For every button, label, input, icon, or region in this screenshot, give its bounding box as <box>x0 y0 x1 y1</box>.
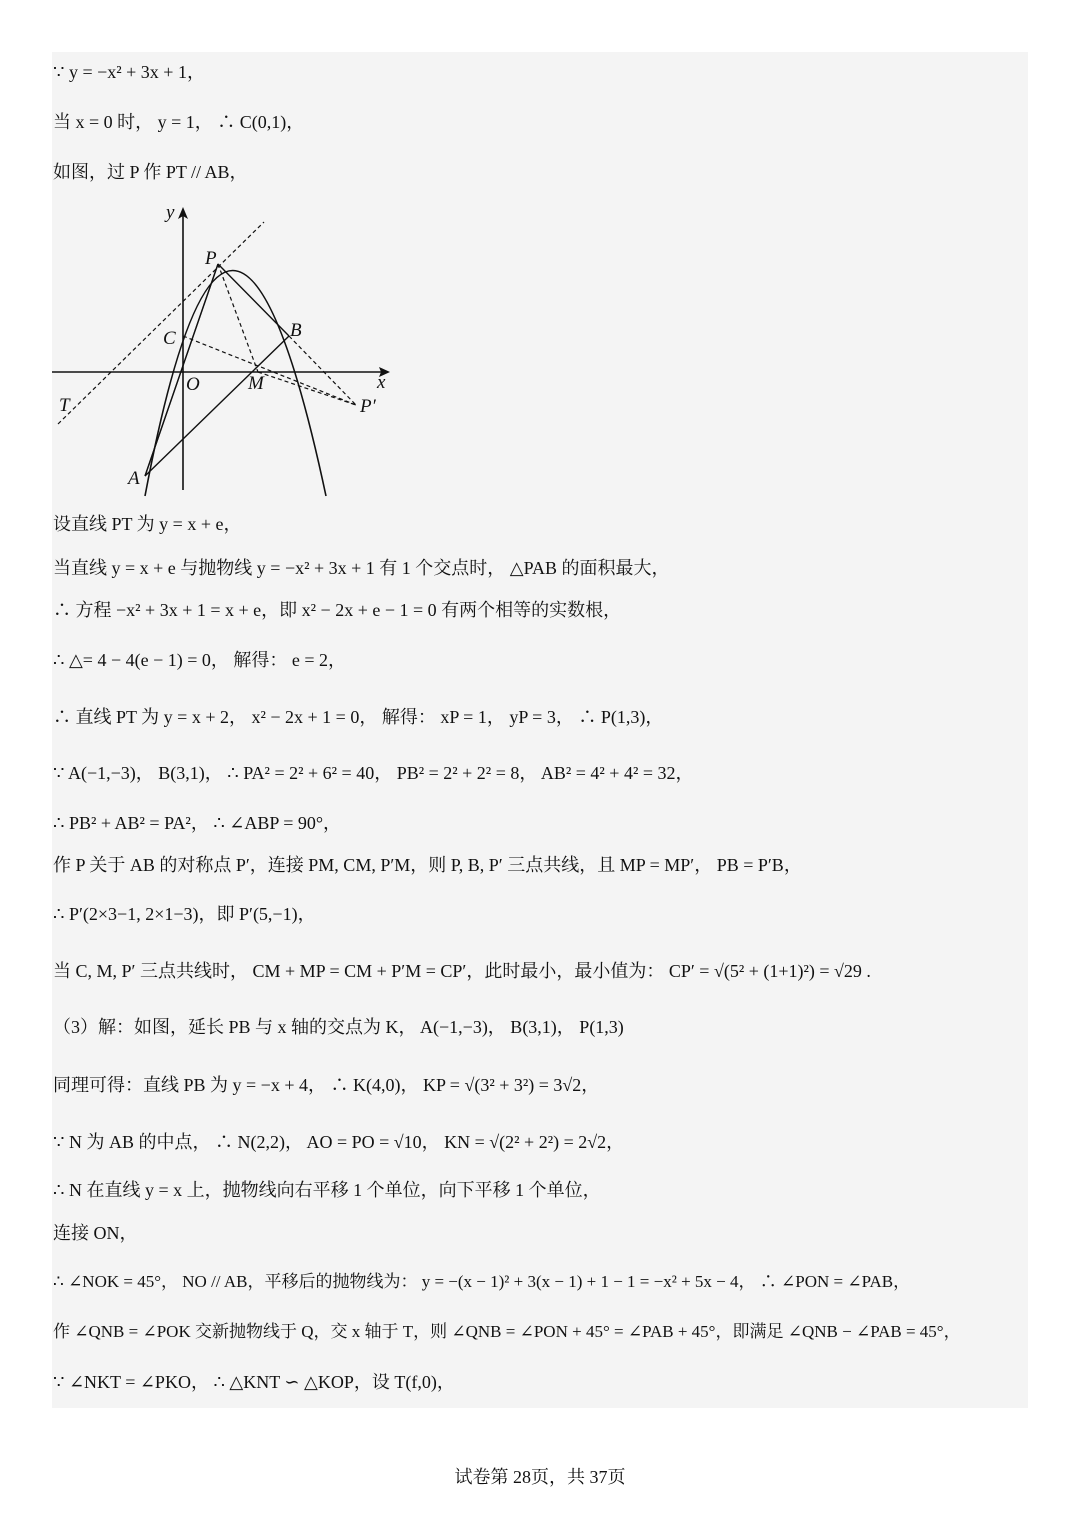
page-footer: 试卷第 28页，共 37页 <box>454 1467 626 1487</box>
text-line-1: ∵ y = −x² + 3x + 1， <box>53 62 205 82</box>
text-line-2: 当 x = 0 时， y = 1， ∴ C(0,1)， <box>53 112 305 132</box>
text-line-8: ∴ 直线 PT 为 y = x + 2， x² − 2x + 1 = 0， 解得： xP = 1， yP = 3， ∴ P(1,3)， <box>53 707 664 727</box>
text-line-4: 设直线 PT 为 y = x + e， <box>53 514 242 534</box>
text-line-3: 如图，过 P 作 PT // AB， <box>53 162 248 182</box>
segment-mp2 <box>258 372 356 405</box>
text-line-15: 同理可得：直线 PB 为 y = −x + 4， ∴ K(4,0)， KP = √(3² + 3²) = 3√2， <box>53 1075 600 1095</box>
parabola-figure <box>50 200 395 500</box>
text-line-20: 作 ∠QNB = ∠POK 交新抛物线于 Q，交 x 轴于 T，则 ∠QNB = ∠PON + 45° = ∠PAB + 45°，即满足 ∠QNB − ∠PAB = 45°， <box>53 1322 961 1341</box>
label-o: O <box>186 374 200 395</box>
text-line-10: ∴ PB² + AB² = PA²， ∴ ∠ABP = 90°， <box>53 813 342 833</box>
label-a: A <box>128 468 140 489</box>
parabola-curve <box>145 271 326 497</box>
text-line-14: （3）解：如图，延长 PB 与 x 轴的交点为 K， A(−1,−3)， B(3,1)， P(1,3) <box>53 1017 624 1037</box>
segment-bp2 <box>289 336 356 405</box>
label-p-prime: P′ <box>360 396 376 417</box>
label-x: x <box>377 372 386 393</box>
segment-pb <box>218 264 289 336</box>
text-line-5: 当直线 y = x + e 与抛物线 y = −x² + 3x + 1 有 1 个交点时， △PAB 的面积最大， <box>53 558 670 578</box>
text-line-19: ∴ ∠NOK = 45°， NO // AB，平移后的抛物线为： y = −(x − 1)² + 3(x − 1) + 1 − 1 = −x² + 5x − 4， ∴ ∠PON = ∠PAB， <box>53 1272 911 1291</box>
text-line-7: ∴ △= 4 − 4(e − 1) = 0， 解得： e = 2， <box>53 650 347 670</box>
segment-ab <box>145 336 289 476</box>
text-line-12: ∴ P′(2×3−1, 2×1−3)，即 P′(5,−1)， <box>53 904 316 924</box>
text-line-11: 作 P 关于 AB 的对称点 P′，连接 PM, CM, P′M，则 P, B, P′ 三点共线，且 MP = MP′， PB = P′B， <box>53 855 802 875</box>
label-t: T <box>59 395 70 416</box>
segment-ao <box>145 264 218 476</box>
text-line-9: ∵ A(−1,−3)， B(3,1)， ∴ PA² = 2² + 6² = 40， PB² = 2² + 2² = 8， AB² = 4² + 4² = 32， <box>53 763 694 783</box>
text-line-6: ∴ 方程 −x² + 3x + 1 = x + e，即 x² − 2x + e − 1 = 0 有两个相等的实数根， <box>53 600 622 620</box>
label-y: y <box>166 202 175 223</box>
text-line-16: ∵ N 为 AB 的中点， ∴ N(2,2)， AO = PO = √10， KN = √(2² + 2²) = 2√2， <box>53 1132 625 1152</box>
text-line-17: ∴ N 在直线 y = x 上，抛物线向右平移 1 个单位，向下平移 1 个单位， <box>53 1180 601 1200</box>
text-line-13: 当 C, M, P′ 三点共线时， CM + MP = CM + P′M = CP′，此时最小，最小值为： CP′ = √(5² + (1+1)²) = √29 . <box>53 961 871 981</box>
label-c: C <box>163 328 176 349</box>
tangent-line-pt <box>58 222 264 424</box>
text-line-18: 连接 ON， <box>53 1223 138 1243</box>
label-m: M <box>248 373 264 394</box>
text-line-21: ∵ ∠NKT = ∠PKO， ∴ △KNT ∽ △KOP，设 T(f,0)， <box>53 1372 455 1392</box>
segment-cp2 <box>183 336 356 405</box>
label-b: B <box>290 320 302 341</box>
label-p: P <box>205 248 217 269</box>
